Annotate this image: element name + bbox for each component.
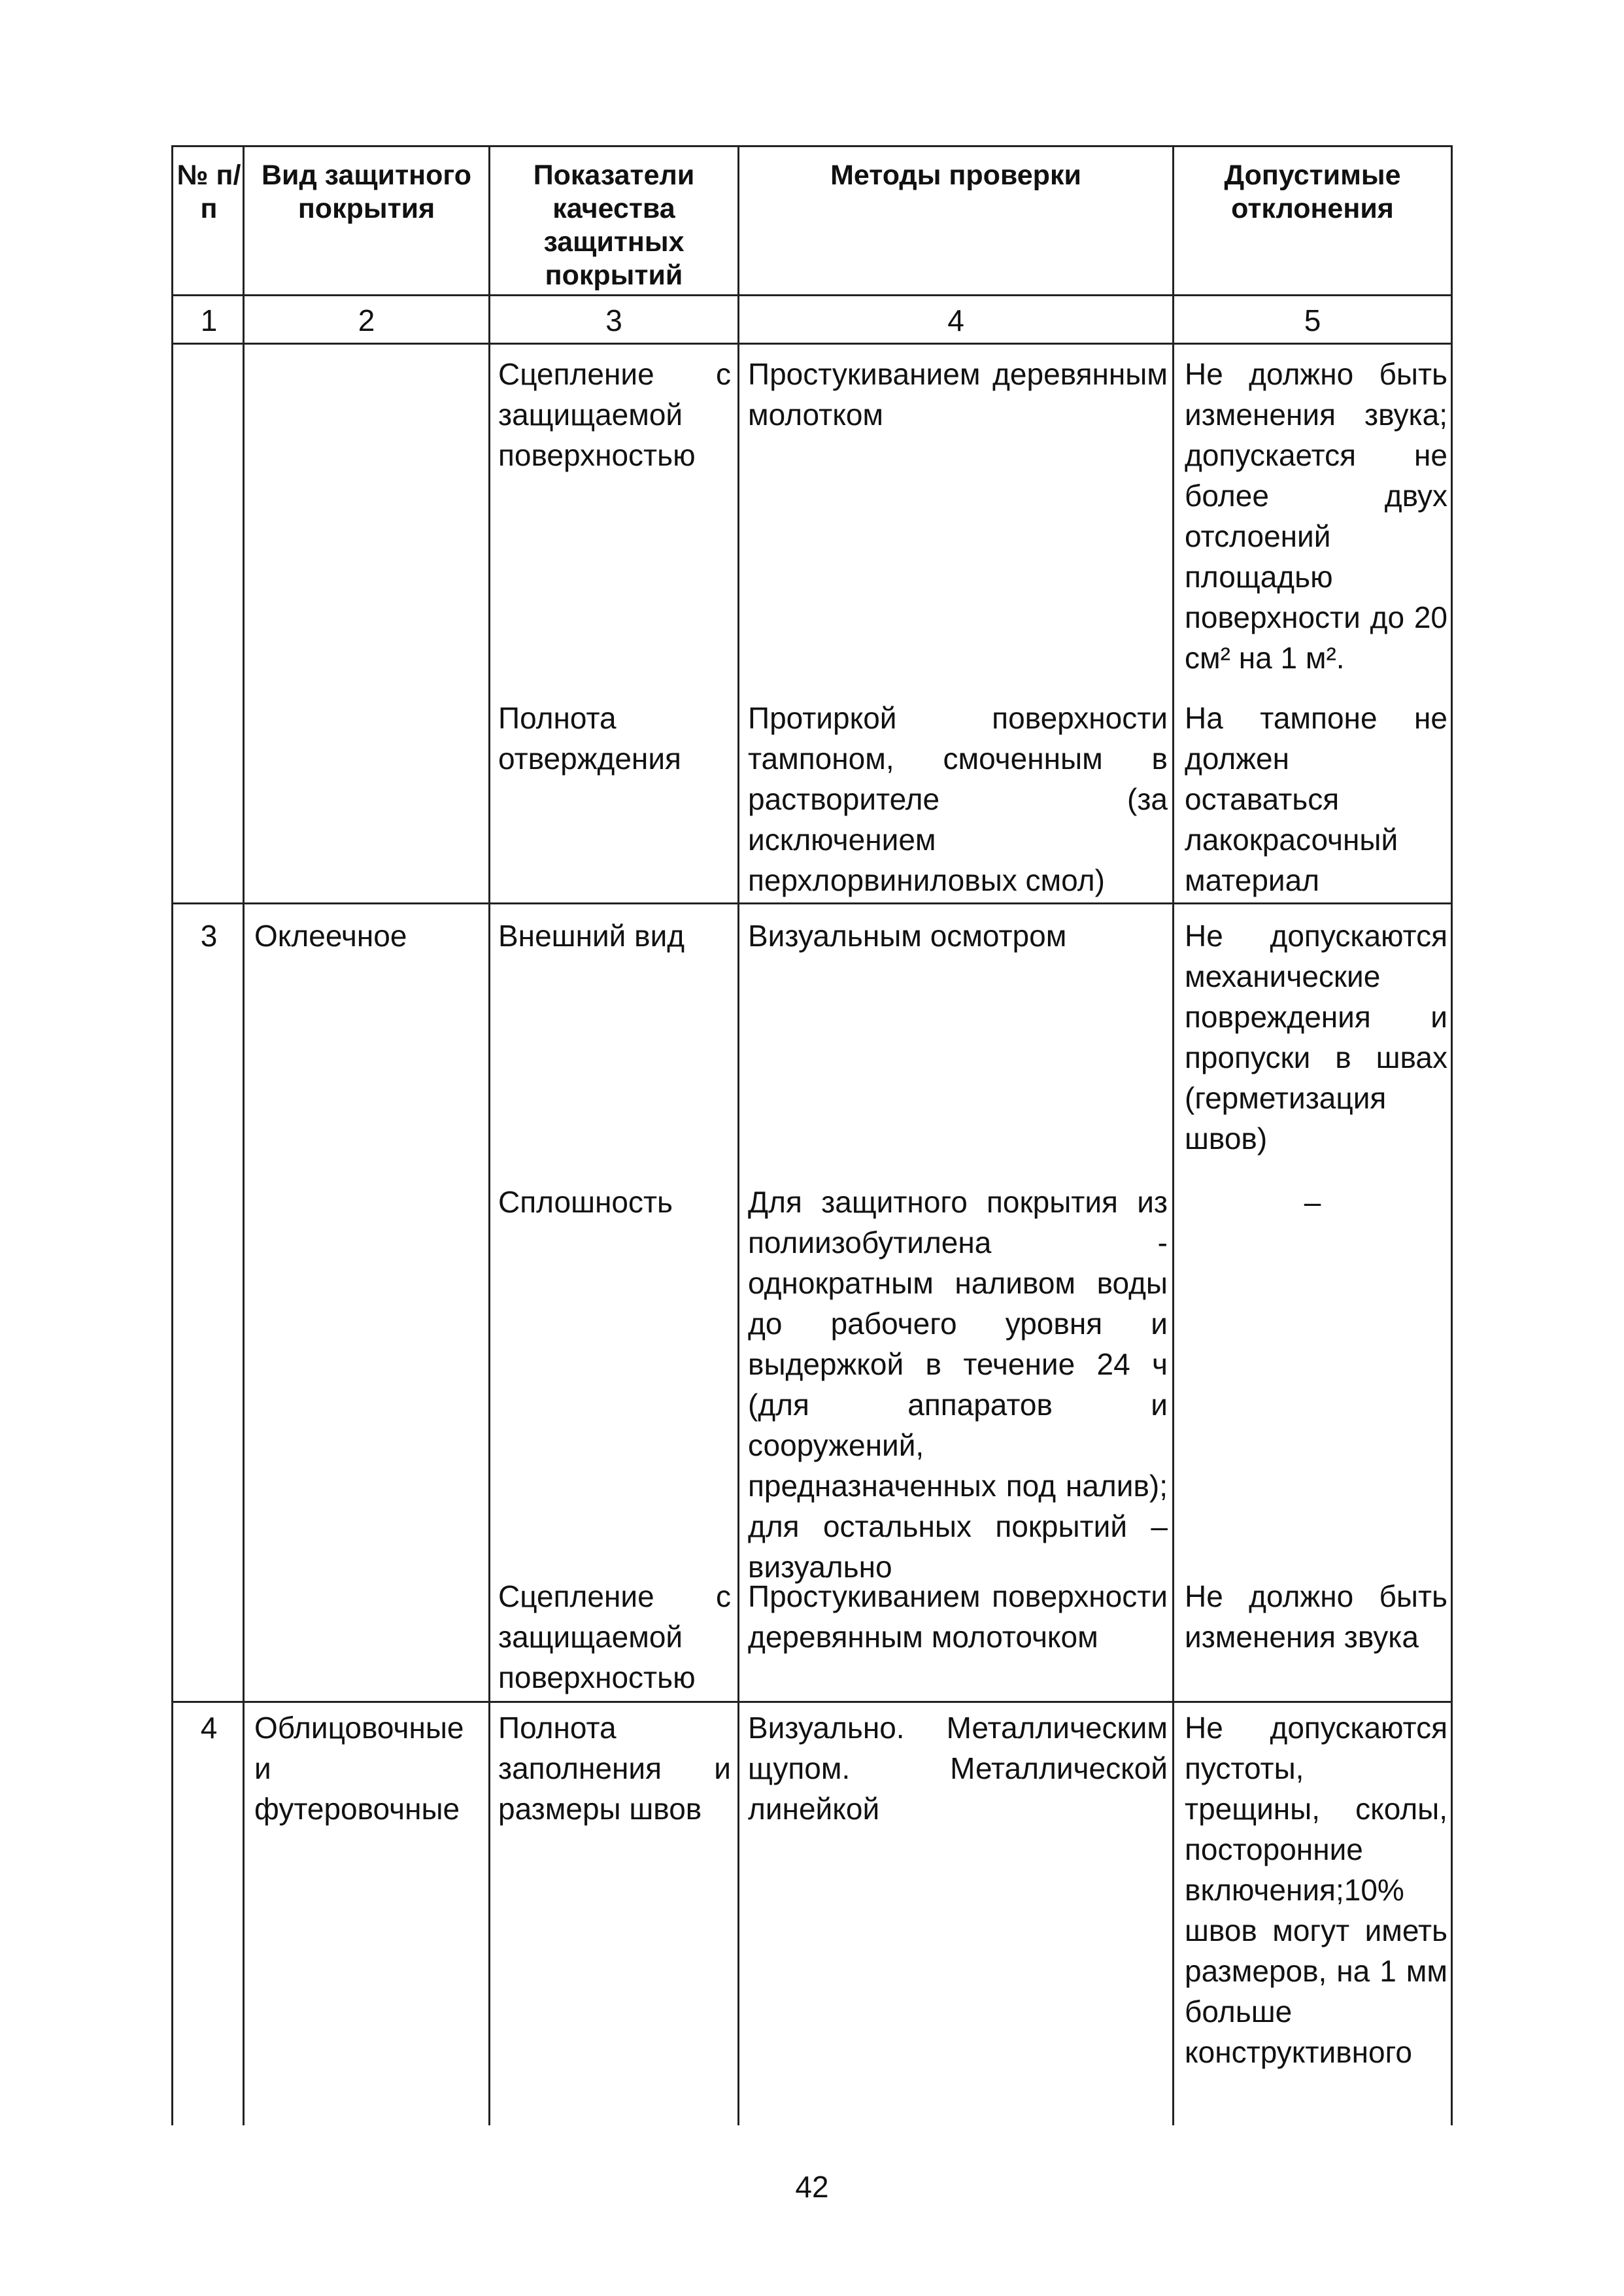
table-row-number: 4 bbox=[200, 1711, 218, 1745]
table-row-deviation: На тампоне не должен оставаться лакокрасочный материал bbox=[1185, 701, 1447, 897]
table-row-method: Визуально. Металлическим щупом. Металлической линейкой bbox=[748, 1711, 1168, 1826]
deviation-text: Не должно быть изменения звука; допускается не более двух отслоений площадью поверхности до 20 см² на 1 м². bbox=[1185, 357, 1447, 675]
column-number-1: 1 bbox=[200, 303, 218, 337]
table-row-deviation: – bbox=[1304, 1185, 1321, 1219]
column-divider bbox=[243, 147, 245, 2125]
table-row-coating-type: Облицовочные и футеровочные bbox=[254, 1711, 464, 1826]
header-allowed-deviations: Допустимые отклонения bbox=[1224, 160, 1401, 224]
table-row-indicator: Полнота заполнения и размеры швов bbox=[498, 1711, 731, 1826]
table-row-deviation: Не должно быть изменения звука bbox=[1185, 1579, 1447, 1654]
column-number-3: 3 bbox=[605, 303, 622, 337]
header-check-methods: Методы проверки bbox=[830, 160, 1081, 191]
table-row-method: Протиркой поверхности тампоном, смоченным в растворителе (за исключением перхлорвиниловых смол) bbox=[748, 701, 1168, 897]
numbering-divider bbox=[173, 343, 1451, 345]
header-coating-type: Вид защитного покрытия bbox=[261, 160, 472, 224]
column-divider bbox=[488, 147, 490, 2125]
table-row-method: Визуальным осмотром bbox=[748, 919, 1067, 953]
column-divider bbox=[1172, 147, 1174, 2125]
table-row-deviation: Не допускаются механические повреждения и пропуски в швах (герметизация швов) bbox=[1185, 919, 1447, 1156]
table-row-indicator: Сплошность bbox=[498, 1185, 673, 1219]
table-row-method: Простукиванием поверхности деревянным молоточком bbox=[748, 1579, 1168, 1654]
page-number: 42 bbox=[795, 2170, 829, 2204]
inspection-table bbox=[171, 145, 1453, 2125]
table-row-indicator: Полнота отверждения bbox=[498, 701, 681, 776]
table-row-indicator: Сцепление с защищаемой поверхностью bbox=[498, 1579, 731, 1694]
column-divider bbox=[737, 147, 739, 2125]
table-row-deviation: Не допускаются пустоты, трещины, сколы, посторонние включения;10% швов могут иметь размеров, на 1 мм больше конструктивного bbox=[1185, 1711, 1447, 2069]
row-divider bbox=[173, 902, 1451, 904]
table-row-method: Для защитного покрытия из полиизобутилена - однократным наливом воды до рабочего уровня и выдержкой в течение 24 ч (для аппаратов и сооружений, предназначенных под налив); для остальных покрытий – визуально bbox=[748, 1185, 1168, 1584]
column-number-2: 2 bbox=[358, 303, 375, 337]
column-number-4: 4 bbox=[947, 303, 964, 337]
table-row-coating-type: Оклеечное bbox=[254, 919, 407, 953]
table-row-method: Простукиванием деревянным молотком bbox=[748, 357, 1168, 432]
header-number: № п/п bbox=[177, 160, 241, 224]
table-row-deviation bbox=[1185, 354, 1447, 678]
row-divider bbox=[173, 1701, 1451, 1703]
column-number-5: 5 bbox=[1304, 303, 1321, 337]
table-row-indicator: Сцепление с защищаемой поверхностью bbox=[498, 357, 731, 472]
header-divider bbox=[173, 294, 1451, 296]
table-row-indicator: Внешний вид bbox=[498, 919, 685, 953]
table-row-number: 3 bbox=[200, 919, 218, 953]
header-quality-indicators: Показатели качества защитных покрытий bbox=[533, 160, 695, 291]
